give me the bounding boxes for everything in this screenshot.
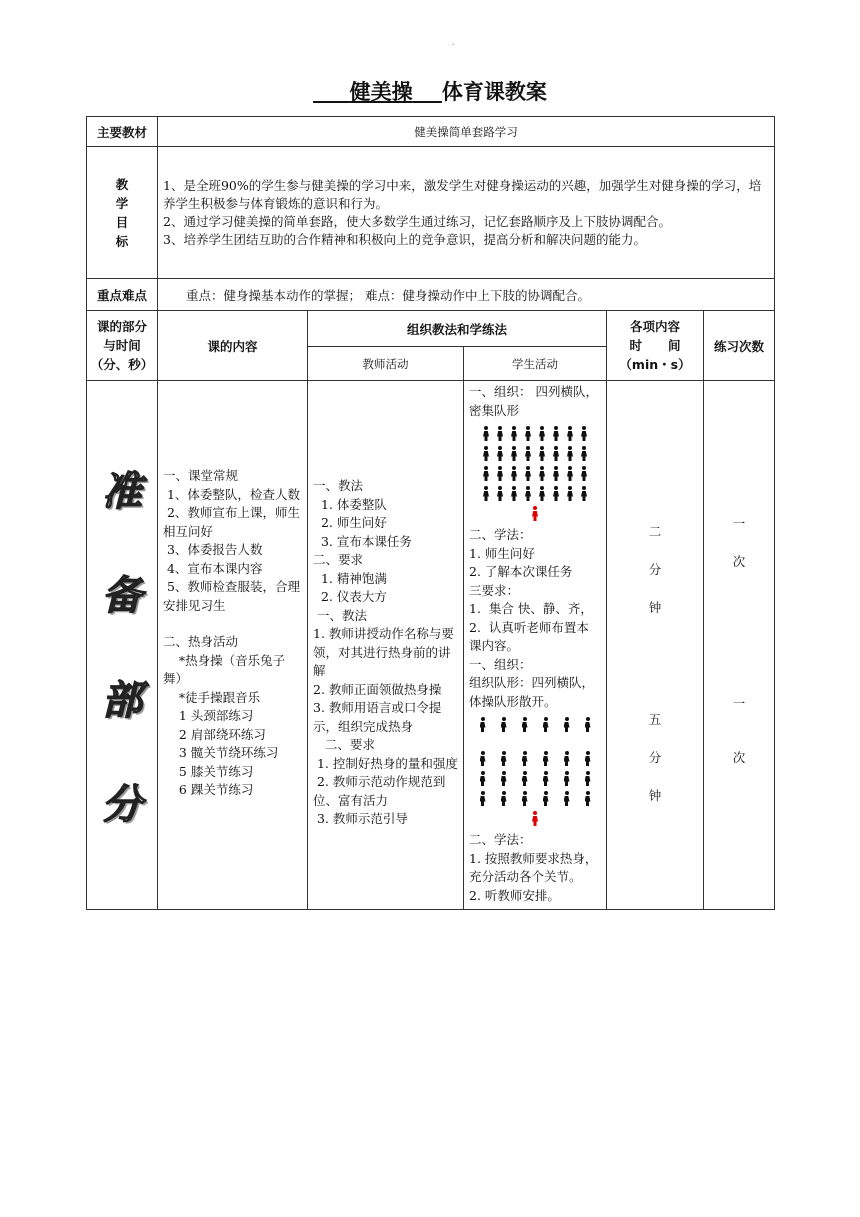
goals-label-char: 目 <box>115 214 129 230</box>
student-figure-icon <box>500 751 508 767</box>
goal-item: 3、培养学生团结互助的合作精神和积极向上的竞争意识，提高分析和解决问题的能力。 <box>163 231 646 247</box>
teacher-line: 一、教法 <box>313 478 364 493</box>
time-char: 二 <box>648 524 662 539</box>
teacher-figure-icon <box>531 811 539 827</box>
teacher-line: 1. 精神饱满 <box>313 570 387 586</box>
student-figure-icon <box>510 486 518 502</box>
student-figure-icon <box>566 486 574 502</box>
student-figure-icon <box>521 717 529 733</box>
formation-row <box>482 466 588 482</box>
student-figure-icon <box>538 446 546 462</box>
student-figure-icon <box>563 717 571 733</box>
page-title <box>0 76 860 106</box>
title-subject: 健美操 <box>349 80 413 104</box>
student-figure-icon <box>542 791 550 807</box>
student-figure-icon <box>479 771 487 787</box>
title-blank-lead <box>313 80 350 104</box>
student-figure-icon <box>580 446 588 462</box>
main-material-value: 健美操简单套路学习 <box>158 117 775 147</box>
student-figure-icon <box>584 717 592 733</box>
student-line: 三要求： <box>469 582 520 598</box>
student-figure-icon <box>580 426 588 442</box>
student-figure-icon <box>500 791 508 807</box>
student-figure-icon <box>510 446 518 462</box>
student-figure-icon <box>479 751 487 767</box>
row-prep-section <box>87 381 775 910</box>
student-figure-icon <box>482 486 490 502</box>
section-name-char: 备 <box>102 572 142 620</box>
content-line: 4、宣布本课内容 <box>163 560 263 576</box>
student-figure-icon <box>566 466 574 482</box>
content-line: 一、课堂常规 <box>163 468 239 483</box>
time-char: 钟 <box>648 788 662 803</box>
student-figure-icon <box>482 446 490 462</box>
section-name-char: 分 <box>102 780 142 828</box>
section-time-line: 课的部分 <box>96 319 147 334</box>
section-name-char: 准 <box>102 468 142 515</box>
student-figure-icon <box>521 751 529 767</box>
formation-row <box>479 751 592 767</box>
row-main-material <box>87 117 775 147</box>
student-figure-icon <box>538 486 546 502</box>
time-items-line: 各项内容 <box>629 319 680 334</box>
formation-row <box>479 771 592 787</box>
lesson-plan-table <box>86 116 775 910</box>
content-line: 1 头颈部练习 <box>163 708 254 723</box>
practice-cell <box>704 381 775 910</box>
student-figure-icon <box>521 791 529 807</box>
student-figure-icon <box>496 486 504 502</box>
section-time-header <box>87 311 158 381</box>
content-line <box>163 615 302 633</box>
teacher-activity-cell <box>308 381 464 910</box>
teacher-activity-header: 教师活动 <box>308 347 464 381</box>
student-figure-icon <box>542 717 550 733</box>
student-figure-icon <box>566 426 574 442</box>
goals-label-char: 标 <box>115 233 129 249</box>
formation-row <box>479 717 592 733</box>
student-figure-icon <box>580 486 588 502</box>
teacher-line: 2. 教师示范动作规范到位、富有活力 <box>313 774 446 808</box>
goal-item: 2、通过学习健美操的简单套路，使大多数学生通过练习，记忆套路顺序及上下肢协调配合。 <box>163 213 671 229</box>
student-line: 一、组织： <box>469 656 532 672</box>
formation-dense <box>469 424 601 524</box>
practice-char: 次 <box>732 554 746 569</box>
goals-label-char: 学 <box>115 195 129 211</box>
content-line: 6 踝关节练习 <box>163 782 254 797</box>
goals-label <box>87 147 158 279</box>
teacher-line: 3. 教师用语言或口令提示，组织完成热身 <box>313 700 442 734</box>
teacher-line: 一、教法 <box>313 607 367 623</box>
student-figure-icon <box>542 771 550 787</box>
teacher-line: 1. 教师讲授动作名称与要领，对其进行热身前的讲解 <box>313 626 454 678</box>
content-line: 5 膝关节练习 <box>163 763 254 779</box>
time-char: 五 <box>648 712 662 727</box>
content-line: *热身操（音乐兔子舞） <box>163 652 286 686</box>
key-points-label: 重点难点 <box>87 279 158 311</box>
student-figure-icon <box>496 466 504 482</box>
time-items-line: 时 间 <box>629 338 681 353</box>
student-line: 1. 按照教师要求热身，充分活动各个关节。 <box>469 850 598 884</box>
time-cell <box>607 381 704 910</box>
time-char: 分 <box>648 750 662 765</box>
content-line: 2、教师宣布上课，师生相互问好 <box>163 505 300 539</box>
section-time-line: 与时间 <box>103 338 141 353</box>
content-line: 3 髋关节绕环练习 <box>163 745 279 760</box>
student-figure-icon <box>563 771 571 787</box>
formation-row <box>482 446 588 462</box>
section-name-cell <box>87 381 158 910</box>
row-header-top <box>87 311 775 347</box>
student-line: 二、学法： <box>469 527 532 542</box>
student-figure-icon <box>482 426 490 442</box>
section-name-char: 部 <box>102 676 142 724</box>
teacher-line: 二、要求 <box>313 552 364 567</box>
time-items-line: （min・s） <box>619 357 691 372</box>
time-char: 分 <box>648 562 662 577</box>
student-figure-icon <box>524 486 532 502</box>
student-figure-icon <box>524 446 532 462</box>
time-items-header <box>607 311 704 381</box>
student-line: 二、学法： <box>469 832 532 847</box>
teacher-line: 2. 仪表大方 <box>313 589 387 604</box>
time-char: 钟 <box>648 600 662 615</box>
main-material-label: 主要教材 <box>87 117 158 147</box>
content-line: *徒手操跟音乐 <box>163 689 261 705</box>
student-figure-icon <box>552 486 560 502</box>
title-blank-trail <box>413 80 442 104</box>
formation-row <box>482 486 588 502</box>
formation-spread <box>469 715 601 829</box>
student-line: 一、组织： 四列横队，密集队形 <box>469 384 598 418</box>
section-time-line: （分、秒） <box>90 357 154 372</box>
formation-row <box>479 791 592 807</box>
formation-row <box>531 506 539 522</box>
teacher-line: 1. 控制好热身的量和强度 <box>313 755 458 771</box>
student-activity-header: 学生活动 <box>464 347 607 381</box>
goals-label-char: 教 <box>115 176 129 192</box>
teacher-line: 3. 宣布本课任务 <box>313 533 412 549</box>
practice-count-header: 练习次数 <box>704 311 775 381</box>
teacher-line: 二、要求 <box>313 737 375 752</box>
student-figure-icon <box>542 751 550 767</box>
student-activity-cell <box>464 381 607 910</box>
student-figure-icon <box>496 426 504 442</box>
student-figure-icon <box>584 771 592 787</box>
content-line: 二、热身活动 <box>163 634 239 649</box>
goals-value <box>158 147 775 279</box>
student-figure-icon <box>584 791 592 807</box>
student-figure-icon <box>510 466 518 482</box>
student-figure-icon <box>538 466 546 482</box>
content-cell <box>158 381 308 910</box>
student-figure-icon <box>538 426 546 442</box>
student-line: 2. 了解本次课任务 <box>469 564 573 579</box>
practice-char: 一 <box>732 696 746 711</box>
student-figure-icon <box>524 426 532 442</box>
org-method-header: 组织教法和学练法 <box>308 311 607 347</box>
student-figure-icon <box>566 446 574 462</box>
teacher-line: 2. 师生问好 <box>313 515 387 530</box>
student-figure-icon <box>479 717 487 733</box>
student-figure-icon <box>500 717 508 733</box>
student-line: 1. 集合 快、静、齐， <box>469 601 593 616</box>
student-figure-icon <box>552 426 560 442</box>
goal-item: 1、是全班90%的学生参与健美操的学习中来，激发学生对健身操运动的兴趣，加强学生对健身操的学习，培养学生积极参与体育锻炼的意识和行为。 <box>163 177 762 211</box>
content-line: 3、体委报告人数 <box>163 542 263 557</box>
row-goals <box>87 147 775 279</box>
practice-char: 次 <box>732 750 746 765</box>
student-line: 组织队形：四列横队，体操队形散开。 <box>469 675 595 709</box>
content-line: 1、体委整队，检查人数 <box>163 486 300 502</box>
student-line: 1. 师生问好 <box>469 545 535 561</box>
content-line: 5、教师检查服装，合理安排见习生 <box>163 579 300 613</box>
teacher-line: 2. 教师正面领做热身操 <box>313 681 442 697</box>
formation-row <box>482 426 588 442</box>
title-rest: 体育课教案 <box>441 80 547 104</box>
student-figure-icon <box>496 446 504 462</box>
student-figure-icon <box>510 426 518 442</box>
formation-row <box>531 811 539 827</box>
student-figure-icon <box>552 446 560 462</box>
practice-char: 一 <box>732 516 746 531</box>
header-dot: . <box>452 38 455 47</box>
student-figure-icon <box>479 791 487 807</box>
student-figure-icon <box>563 751 571 767</box>
student-figure-icon <box>500 771 508 787</box>
student-line: 2. 认真听老师布置本课内容。 <box>469 619 589 653</box>
student-figure-icon <box>524 466 532 482</box>
teacher-figure-icon <box>531 506 539 522</box>
student-figure-icon <box>580 466 588 482</box>
student-figure-icon <box>552 466 560 482</box>
student-line: 2. 听教师安排。 <box>469 887 560 903</box>
student-figure-icon <box>521 771 529 787</box>
student-figure-icon <box>563 791 571 807</box>
key-points-value: 重点：健身操基本动作的掌握； 难点：健身操动作中上下肢的协调配合。 <box>158 279 775 311</box>
teacher-line: 3. 教师示范引导 <box>313 811 408 826</box>
row-key-points <box>87 279 775 311</box>
student-figure-icon <box>482 466 490 482</box>
content-line: 2 肩部绕环练习 <box>163 726 266 742</box>
student-figure-icon <box>584 751 592 767</box>
teacher-line: 1. 体委整队 <box>313 496 387 512</box>
content-header: 课的内容 <box>158 311 308 381</box>
